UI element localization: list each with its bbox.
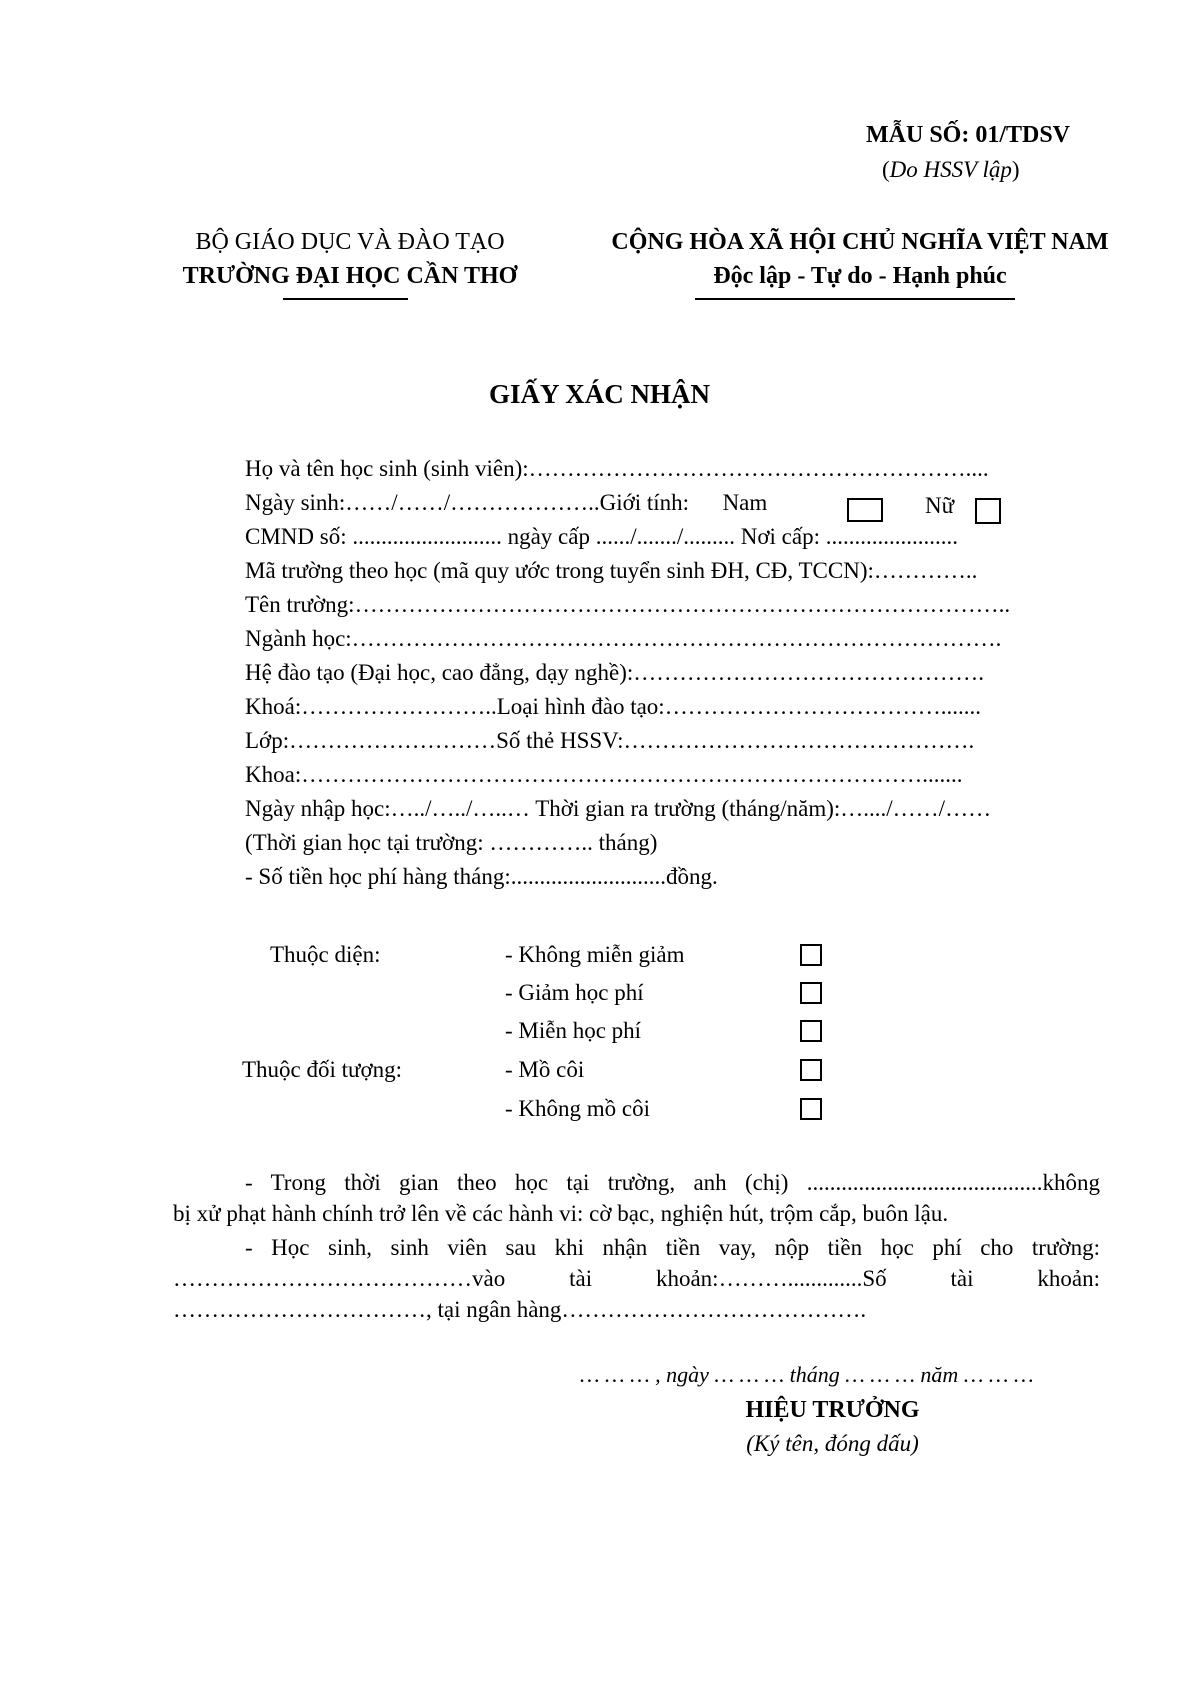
field-id-card: CMND số: .......................... ngày cấp ....../......./......... Nơi cấp: ....................... xyxy=(245,524,958,549)
payment-line-3: ……………………………, tại ngân hàng…………………………………. xyxy=(173,1297,867,1322)
field-study-time: (Thời gian học tại trường: ………….. tháng) xyxy=(245,830,658,855)
ministry-name: BỘ GIÁO DỤC VÀ ĐÀO TẠO xyxy=(195,229,505,255)
checkbox-khong-mo-coi[interactable] xyxy=(800,1098,822,1120)
form-note-text: Do HSSV lập xyxy=(889,157,1012,182)
field-full-name: Họ và tên học sinh (sinh viên):………………………………………………….... xyxy=(245,456,989,481)
gender-female-label: Nữ xyxy=(925,493,955,518)
checkbox-khong-mien-giam[interactable] xyxy=(800,944,822,966)
checkbox-mien-hoc-phi[interactable] xyxy=(800,1020,822,1042)
university-name: TRƯỜNG ĐẠI HỌC CẦN THƠ xyxy=(182,263,518,289)
field-school-code: Mã trường theo học (mã quy ước trong tuyển sinh ĐH, CĐ, TCCN):………….. xyxy=(245,558,978,583)
form-note xyxy=(882,156,1020,184)
left-header-rule xyxy=(283,298,408,300)
field-class-card: Lớp:………………………Số thẻ HSSV:………………………………………. xyxy=(245,728,975,753)
field-faculty: Khoa:………………………………………………………………………....... xyxy=(245,762,963,787)
field-dob: Ngày sinh:……/……/………………..Giới tính: xyxy=(245,490,690,515)
field-major: Ngành học:…………………………………………………………………………. xyxy=(245,626,1002,651)
option-giam-hoc-phi: - Giảm học phí xyxy=(505,980,644,1005)
doi-tuong-label: Thuộc đối tượng: xyxy=(242,1057,403,1082)
form-code: MẪU SỐ: 01/TDSV xyxy=(866,122,1071,148)
conduct-line-1: - Trong thời gian theo học tại trường, anh (chị) .........................................không xyxy=(245,1170,1100,1195)
national-motto: Độc lập - Tự do - Hạnh phúc xyxy=(713,263,1007,289)
checkbox-giam-hoc-phi[interactable] xyxy=(800,982,822,1004)
field-course: Khoá:……………………..Loại hình đào tạo:………………………………....... xyxy=(245,694,981,719)
field-admission: Ngày nhập học:…../…../…..… Thời gian ra trường (tháng/năm):…..../……/…… xyxy=(245,796,992,821)
republic-name: CỘNG HÒA XÃ HỘI CHỦ NGHĨA VIỆT NAM xyxy=(611,229,1109,255)
dien-label: Thuộc diện: xyxy=(270,942,381,967)
signature-position: HIỆU TRƯỞNG xyxy=(745,1397,920,1423)
option-mien-hoc-phi: - Miễn học phí xyxy=(505,1018,642,1043)
checkbox-mo-coi[interactable] xyxy=(800,1059,822,1081)
field-training-system: Hệ đào tạo (Đại học, cao đẳng, dạy nghề):………………………………………. xyxy=(245,660,985,685)
option-khong-mo-coi: - Không mồ côi xyxy=(505,1096,651,1121)
right-header-rule xyxy=(695,298,1015,300)
form-note-close-paren: ) xyxy=(1011,157,1020,182)
field-tuition: - Số tiền học phí hàng tháng:...........................đồng. xyxy=(245,864,718,889)
gender-male-label: Nam xyxy=(722,490,768,515)
payment-line-1: - Học sinh, sinh viên sau khi nhận tiền vay, nộp tiền học phí cho trường: xyxy=(245,1235,1100,1260)
page-title: GIẤY XÁC NHẬN xyxy=(489,379,710,409)
signature-date-line: … … … , ngày … … … tháng … … … năm … … … xyxy=(580,1362,1034,1387)
option-khong-mien-giam: - Không miễn giảm xyxy=(505,942,685,967)
option-mo-coi: - Mồ côi xyxy=(505,1057,585,1082)
payment-line-2: …………………………………vào tài khoản:……….............Số tài khoản: xyxy=(173,1266,1100,1291)
signature-note: (Ký tên, đóng dấu) xyxy=(746,1431,919,1456)
field-school-name: Tên trường:………………………………………………………………………….. xyxy=(245,592,1011,617)
gender-male-checkbox[interactable] xyxy=(847,498,883,522)
form-note-open-paren: ( xyxy=(882,157,890,182)
conduct-line-2: bị xử phạt hành chính trở lên về các hành vi: cờ bạc, nghiện hút, trộm cắp, buôn lậu. xyxy=(173,1201,949,1226)
field-dob-gender xyxy=(245,486,1100,520)
